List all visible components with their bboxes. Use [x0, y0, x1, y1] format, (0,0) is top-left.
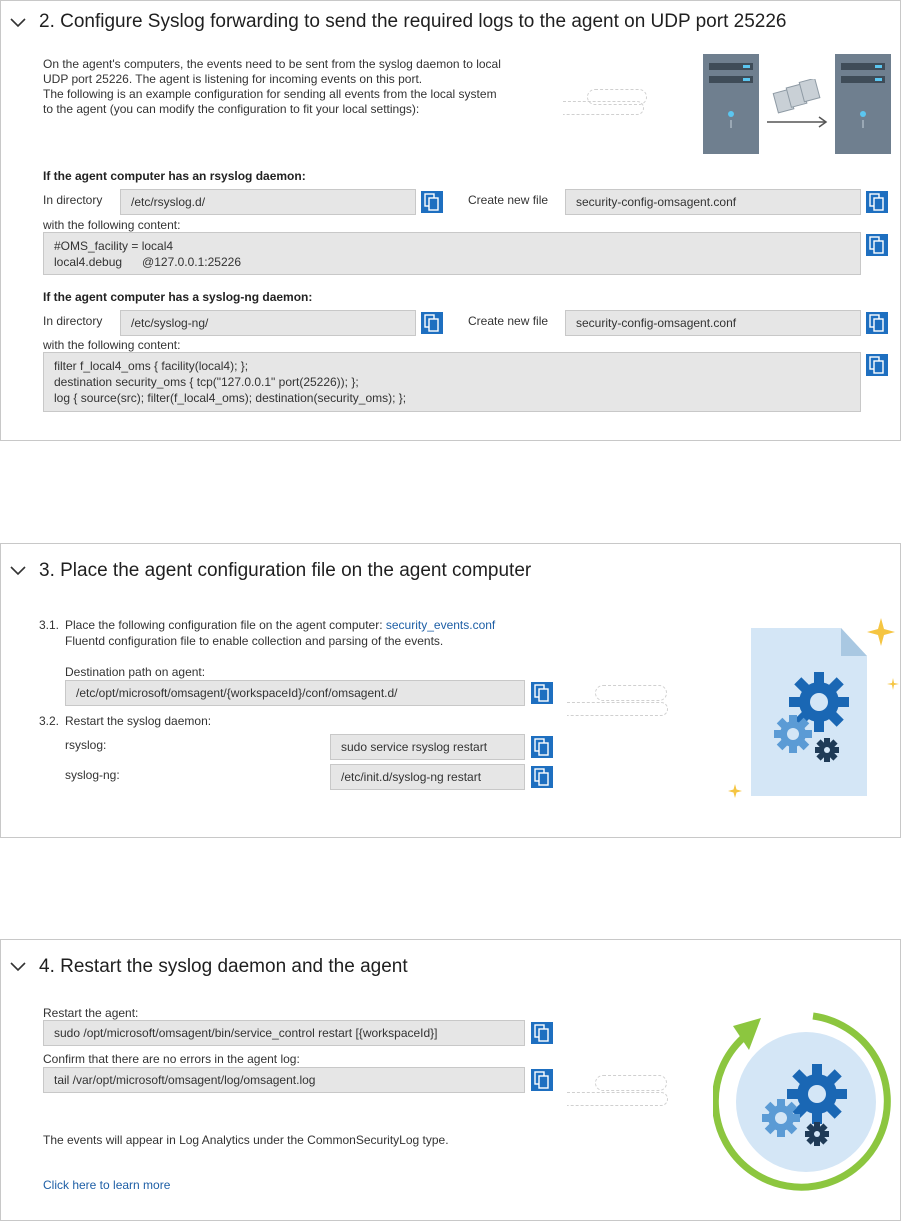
copy-button[interactable] — [531, 1022, 553, 1044]
rsyslog-restart-field[interactable]: sudo service rsyslog restart — [330, 734, 525, 760]
syslogng-file-field[interactable]: security-config-omsagent.conf — [565, 310, 861, 336]
copy-icon — [424, 193, 440, 211]
syslogng-heading: If the agent computer has a syslog-ng daemon: — [43, 290, 313, 304]
rsyslog-content-label: with the following content: — [43, 218, 181, 232]
dest-path-label: Destination path on agent: — [65, 665, 206, 679]
syslogng-file-label: Create new file — [468, 314, 549, 328]
step3-2-text: Restart the syslog daemon: — [65, 714, 212, 728]
copy-icon — [869, 314, 885, 332]
copy-icon — [534, 684, 550, 702]
step3-1-text2: Fluentd configuration file to enable collection and parsing of the events. — [65, 634, 444, 648]
learn-more-link[interactable]: Click here to learn more — [43, 1178, 171, 1192]
server-icon — [835, 54, 891, 154]
copy-button[interactable] — [421, 191, 443, 213]
copy-button[interactable] — [531, 682, 553, 704]
copy-icon — [424, 314, 440, 332]
syslogng-content-label: with the following content: — [43, 338, 181, 352]
rsyslog-heading: If the agent computer has an rsyslog daemon: — [43, 169, 306, 183]
arrow-right-icon — [765, 115, 831, 129]
chevron-down-icon[interactable] — [9, 16, 27, 30]
copy-icon — [869, 236, 885, 254]
step2-intro-line3: The following is an example configuration for sending all events from the local system — [43, 87, 497, 101]
refresh-arrow-icon — [713, 998, 899, 1194]
gear-icon — [762, 1099, 800, 1137]
copy-icon — [869, 356, 885, 374]
security-events-link[interactable]: security_events.conf — [385, 618, 496, 632]
gear-icon — [774, 715, 812, 753]
rsyslog-file-label: Create new file — [468, 193, 549, 207]
copy-button[interactable] — [531, 766, 553, 788]
decorative-dash — [595, 685, 667, 701]
decorative-dash — [563, 101, 644, 115]
step3-1-label: Place the following configuration file on the agent computer: — [65, 618, 386, 632]
sparkle-icon — [728, 784, 742, 798]
decorative-dash — [567, 1092, 668, 1106]
step2-intro-line4: to the agent (you can modify the configuration to fit your local settings): — [43, 102, 420, 116]
copy-icon — [869, 193, 885, 211]
gear-icon — [815, 738, 839, 762]
document-icon — [717, 614, 903, 814]
copy-icon — [534, 1024, 550, 1042]
step2-intro-line1: On the agent's computers, the events need to be sent from the syslog daemon to local — [43, 57, 501, 71]
syslogng-content-field[interactable]: filter f_local4_oms { facility(local4); }; destination security_oms { tcp("127.0.0.1" port(25226)); }; log { source(src); filter(f_local4_oms); destination(security_oms); }; — [43, 352, 861, 412]
decorative-dash — [567, 702, 668, 716]
copy-button[interactable] — [866, 191, 888, 213]
copy-icon — [534, 768, 550, 786]
confirm-label: Confirm that there are no errors in the agent log: — [43, 1052, 300, 1066]
syslogng-dir-label: In directory — [43, 314, 103, 328]
step3-title: 3. Place the agent configuration file on the agent computer — [39, 560, 532, 581]
server-icon — [703, 54, 759, 154]
chevron-down-icon[interactable] — [9, 564, 27, 578]
restart-agent-label: Restart the agent: — [43, 1006, 139, 1020]
copy-button[interactable] — [531, 736, 553, 758]
step3-2-number: 3.2. — [39, 714, 60, 728]
step3-1-text — [65, 618, 495, 633]
events-text: The events will appear in Log Analytics under the CommonSecurityLog type. — [43, 1133, 449, 1147]
syslogng-dir-field[interactable]: /etc/syslog-ng/ — [120, 310, 416, 336]
copy-icon — [534, 1071, 550, 1089]
document-icon — [771, 79, 827, 115]
copy-icon — [534, 738, 550, 756]
rsyslog-file-field[interactable]: security-config-omsagent.conf — [565, 189, 861, 215]
copy-button[interactable] — [866, 354, 888, 376]
step2-intro-line2: UDP port 25226. The agent is listening for incoming events on this port. — [43, 72, 423, 86]
step4-panel — [0, 939, 901, 1221]
rsyslog-content-field[interactable]: #OMS_facility = local4 local4.debug @127.0.0.1:25226 — [43, 232, 861, 275]
confirm-log-field[interactable]: tail /var/opt/microsoft/omsagent/log/omsagent.log — [43, 1067, 525, 1093]
restart-agent-field[interactable]: sudo /opt/microsoft/omsagent/bin/service_control restart [{workspaceId}] — [43, 1020, 525, 1046]
syslogng-restart-field[interactable]: /etc/init.d/syslog-ng restart — [330, 764, 525, 790]
rsyslog-dir-field[interactable]: /etc/rsyslog.d/ — [120, 189, 416, 215]
step2-title: 2. Configure Syslog forwarding to send the required logs to the agent on UDP port 25226 — [39, 11, 787, 32]
rsyslog-dir-label: In directory — [43, 193, 103, 207]
step3-panel — [0, 543, 901, 838]
dest-path-field[interactable]: /etc/opt/microsoft/omsagent/{workspaceId}/conf/omsagent.d/ — [65, 680, 525, 706]
gear-icon — [805, 1122, 829, 1146]
rsyslog-label: rsyslog: — [65, 738, 107, 752]
step4-title: 4. Restart the syslog daemon and the agent — [39, 956, 408, 977]
syslogng-label: syslog-ng: — [65, 768, 120, 782]
copy-button[interactable] — [421, 312, 443, 334]
copy-button[interactable] — [866, 312, 888, 334]
copy-button[interactable] — [531, 1069, 553, 1091]
sparkle-icon — [887, 678, 899, 690]
step2-panel — [0, 0, 901, 441]
copy-button[interactable] — [866, 234, 888, 256]
decorative-dash — [595, 1075, 667, 1091]
step3-1-number: 3.1. — [39, 618, 60, 632]
sparkle-icon — [867, 618, 895, 646]
chevron-down-icon[interactable] — [9, 960, 27, 974]
